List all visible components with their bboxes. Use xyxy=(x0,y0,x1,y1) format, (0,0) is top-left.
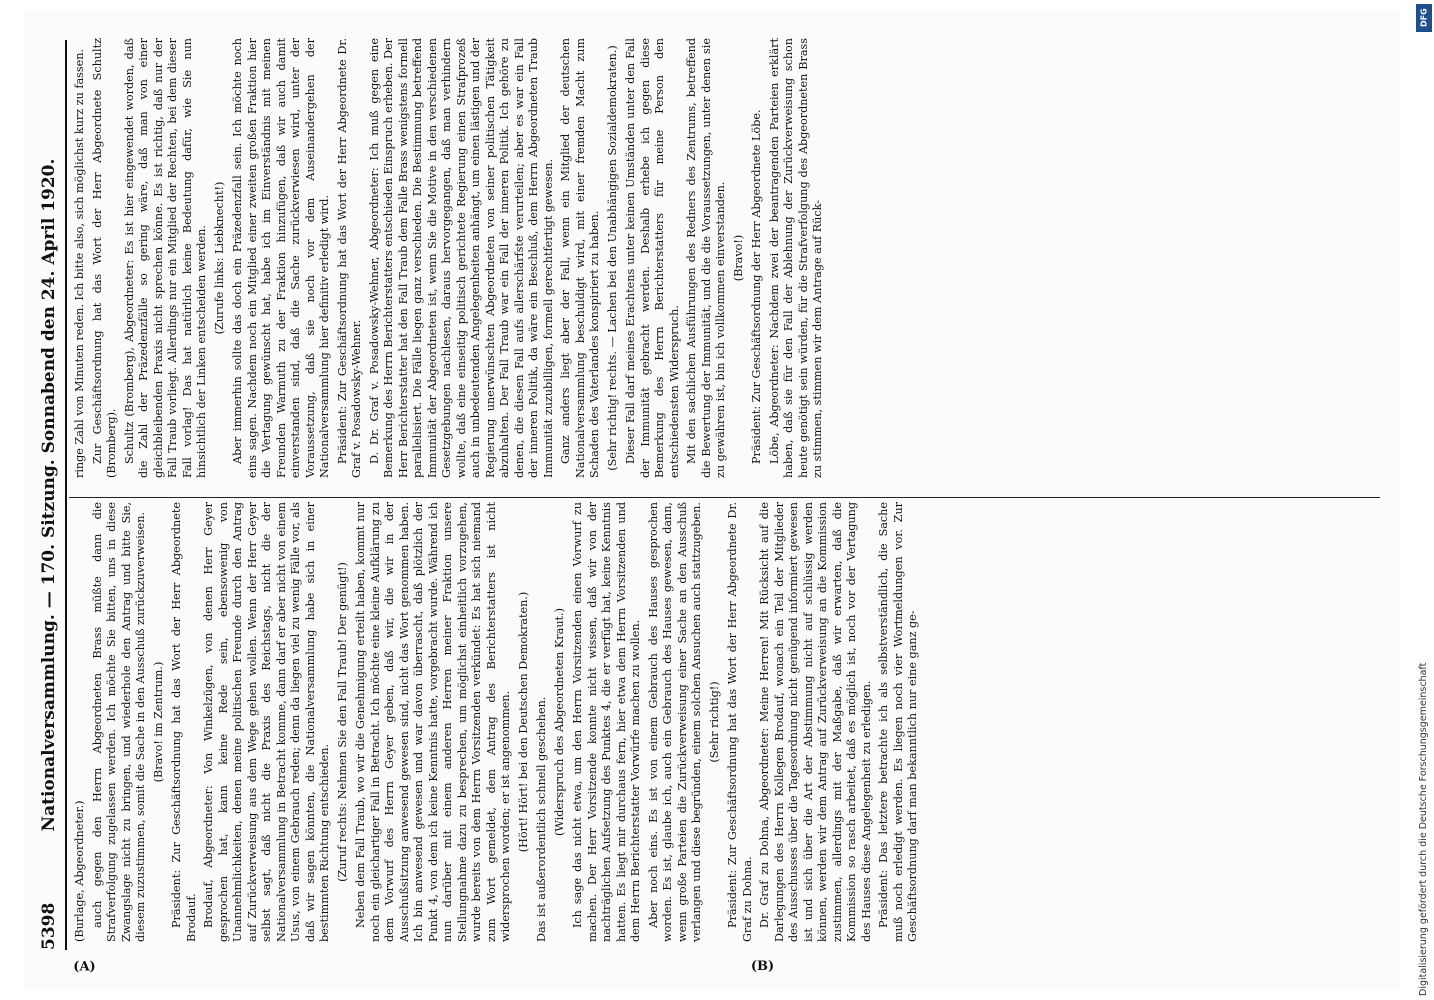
right-column xyxy=(73,38,1373,478)
paragraph: Mit den sachlichen Ausführungen des Redners des Zentrums, betreffend die Bewertung der Immunität, und die die Voraussetzungen, unter denen sie zu gewähren ist, bin ich vollkommen einverstanden. xyxy=(685,38,727,478)
digitization-credit: Digitalisierung gefördert durch die Deutsche Forschungsgemeinschaft xyxy=(1418,662,1429,996)
interjection: (Widerspruch des Abgeordneten Kraut.) xyxy=(552,608,566,836)
paragraph: Schultz (Bromberg), Abgeordneter: Es ist hier eingewendet worden, daß die Zahl der Präzedenzfälle so gering wäre, daß man von einer gleichbleibenden Praxis nicht sprechen könne. Es ist richtig, daß nur der Fall Traub vorliegt. Allerdings nur ein Mitglied der Rechten, bei dem dieser Fall vorlag! Das hat natürlich keine Bedeutung dafür, wie Sie nun hinsichtlich der Linken entscheiden werden. xyxy=(122,38,208,478)
paragraph: Löbe, Abgeordneter: Nachdem zwei der beantragenden Parteien erklärt haben, daß sie für den Fall der Ablehnung der Zurückverweisung schon heute genötigt sein würden, für die Strafverfolgung des Abgeordneten Brass zu stimmen, stimmen wir dem Antrage auf Rück- xyxy=(767,38,824,478)
interjection: (Hört! Hört! bei den Deutschen Demokraten.) xyxy=(516,591,530,853)
paragraph: Aber immerhin sollte das doch ein Präzedenzfall sein. Ich möchte noch eins sagen. Nachdem noch ein Mitglied einer zweiten großen Fraktion hier die Vertagung gewünscht hat, habe ich im Einverständnis mit meinen Freunden Warmuth zu der Fraktion hinzufügen, daß wir auch damit einverstanden sind, daß die Sache zurückverwiesen wird, unter der Voraussetzung, daß sie noch vor dem Auseinandergehen der Nationalversammlung hier definitiv erledigt wird. xyxy=(231,38,331,478)
header-title: Nationalversammlung. — 170. Sitzung. Sonnabend den 24. April 1920. xyxy=(39,158,59,832)
column-divider xyxy=(69,497,1380,498)
paragraph: Ich sage das nicht etwa, um den Herrn Vorsitzenden einen Vorwurf zu machen. Der Herr Vorsitzende konnte nicht wissen, daß wir von der nachträglichen Aufsetzung des Punktes 4, die er verfügt hat, keine Kenntnis hatten. Es liegt mir durchaus fern, hier etwa dem Herrn Vorsitzenden und dem Herrn Berichterstatter Vorwürfe machen zu wollen. xyxy=(571,502,642,942)
dfg-logo: DFG xyxy=(1416,4,1432,32)
interjection: (Bravo! im Zentrum.) xyxy=(151,661,165,783)
paragraph: ringe Zahl von Minuten reden. Ich bitte also, sich möglichst kurz zu fassen. xyxy=(73,48,86,478)
paragraph: Ganz anders liegt aber der Fall, wenn ein Mitglied der deutschen Nationalversammlung beschuldigt wird, mit einer fremden Macht zum Schaden des Vaterlandes konspiriert zu haben. xyxy=(559,38,601,478)
speaker-continuation: (Burlage, Abgeordneter.) xyxy=(73,800,86,942)
paragraph: Präsident: Zur Geschäftsordnung hat das Wort der Herr Abgeordnete Brodauf. xyxy=(170,502,198,942)
margin-mark-b: (B) xyxy=(750,958,775,974)
paragraph: Präsident: Zur Geschäftsordnung hat das Wort der Herr Abgeordnete Dr. Graf zu Dohna. xyxy=(726,502,754,942)
interjection: (Zurufe links: Liebknecht!) xyxy=(212,181,226,335)
interjection: (Zuruf rechts: Nehmen Sie den Fall Traub! Der genügt!) xyxy=(335,562,349,882)
page-number: 5398 xyxy=(39,902,59,950)
interjection: (Sehr richtig!) xyxy=(707,681,721,763)
left-column xyxy=(73,502,1373,942)
running-header xyxy=(39,40,63,950)
paragraph: Zur Geschäftsordnung hat das Wort der Herr Abgeordnete Schultz (Bromberg). xyxy=(90,38,118,478)
paragraph: Dieser Fall darf meines Erachtens unter keinen Umständen unter den Fall der Immunität gebracht werden. Deshalb erhebe ich gegen diese Bemerkung des Herrn Berichterstatters für meine Person den entschiedensten Widerspruch. xyxy=(624,38,681,478)
margin-mark-a: (A) xyxy=(73,959,96,975)
header-rule xyxy=(65,40,67,950)
paragraph: Präsident: Das letztere betrachte ich als selbstverständlich, die Sache muß noch erledigt werden. Es liegen noch vier Wortmeldungen vor. Zur Geschäftsordnung darf man bekanntlich nur eine ganz ge- xyxy=(877,502,919,942)
paragraph: Neben dem Fall Traub, wo wir die Genehmigung erteilt haben, kommt nur noch ein gleichartiger Fall in Betracht. Ich möchte eine kleine Aufklärung zu dem Vorwurf des Herrn Geyer geben, daß wir, die wir in der Ausschußsitzung anwesend gewesen sind, nicht das Wort genommen haben. Ich bin anwesend gewesen und war davon überrascht, daß plötzlich der Punkt 4, von dem ich keine Kenntnis hatte, vorgebracht wurde. Während ich nun darüber mit einem anderen Herren meiner Fraktion unsere Stellungnahme dazu zu besprechen, um möglichst einheitlich vorzugehen, wurde bereits von dem Herrn Vorsitzenden verkündet: Es hat sich niemand zum Wort gemeldet, dem Antrag des Berichterstatters ist nicht widersprochen worden; er ist angenommen. xyxy=(354,502,512,942)
interjection: (Bravo!) xyxy=(731,234,745,282)
paragraph: Brodauf, Abgeordneter: Von Winkelzügen, von denen Herr Geyer gesprochen hat, kann keine Rede sein, ebensowenig von Unannehmlichkeiten, denen meine politischen Freunde durch den Antrag auf Zurückverweisung aus dem Wege gehen wollen. Wenn der Herr Geyer selbst sagt, daß nicht die Praxis des Reichstags, nicht die der Nationalversammlung in Betracht komme, dann darf er aber nicht von einem Usus, von einem Gebrauch reden; denn da liegen viel zu wenig Fälle vor, als daß wir sagen könnten, die Nationalversammlung habe sich in einer bestimmten Richtung entschieden. xyxy=(202,502,331,942)
scanned-page xyxy=(25,10,1400,990)
paragraph: Präsident: Zur Geschäftsordnung hat das Wort der Herr Abgeordnete Dr. Graf v. Posadowsky-Wehner. xyxy=(335,38,363,478)
interjection: (Sehr richtig! rechts. — Lachen bei den Unabhängigen Sozialdemokraten.) xyxy=(605,45,619,471)
paragraph: auch gegen den Herrn Abgeordneten Brass müßte dann die Strafverfolgung zugelassen werden. Ich möchte Sie bitten, uns in diese Zwangslage nicht zu bringen, und wiederhole den Antrag und bitte Sie, diesem zuzustimmen, somit die Sache in den Ausschuß zurückzuverweisen. xyxy=(90,502,147,942)
paragraph: Präsident: Zur Geschäftsordnung der Herr Abgeordnete Löbe. xyxy=(750,109,763,464)
paragraph: Das ist außerordentlich schnell geschehen. xyxy=(535,696,548,942)
paragraph: Aber noch eins. Es ist von einem Gebrauch des Hauses gesprochen worden. Es ist, glaube ich, auch ein Gebrauch des Hauses gewesen, dann, wenn große Parteien die Zurückverweisung einer Sache an den Ausschuß verlangen und diese begründen, einem solchen Ansuchen auch stattzugeben. xyxy=(646,502,703,942)
paragraph: Dr. Graf zu Dohna, Abgeordneter: Meine Herren! Mit Rücksicht auf die Darlegungen des Herrn Kollegen Brodauf, wonach ein Teil der Mitglieder des Ausschusses über die Tagesordnung nicht genügend informiert gewesen ist und sich über die Art der Abstimmung nicht auf schlüssig werden können, werden wir dem Antrag auf Zurückverweisung an die Kommission zustimmen, allerdings mit der Maßgabe, daß wir erwarten, daß die Kommission so rasch arbeitet, daß es möglich ist, noch vor der Vertagung des Hauses diese Angelegenheit zu erledigen. xyxy=(758,502,873,942)
paragraph: D. Dr. Graf v. Posadowsky-Wehner, Abgeordneter: Ich muß gegen eine Bemerkung des Herrn Berichterstatters entschieden Einspruch erheben. Der Herr Berichterstatter hat den Fall Traub dem Falle Brass wenigstens formell parallelisiert. Die Fälle liegen ganz verschieden. Die Bestimmung betreffend Immunität der Abgeordneten ist, wenn Sie die Motive in den verschiedenen Gesetzgebungen nachlesen, daraus hervorgegangen, daß man verhindern wollte, daß eine einseitig politisch gerichtete Regierung einen Strafprozeß auch in unbedeutenden Angelegenheiten anhängt, um einen lästigen und der Regierung unerwünschten Abgeordneten von seiner politischen Tätigkeit abzuhalten. Der Fall Traub war ein Fall der inneren Politik. Ich gehöre zu denen, die diesen Fall aufs allerschärfste verurteilen; aber es war ein Fall der inneren Politik, da wäre ein Beschluß, dem Herrn Abgeordneten Traub Immunität zuzubilligen, formell gerechtfertigt gewesen. xyxy=(367,38,555,478)
